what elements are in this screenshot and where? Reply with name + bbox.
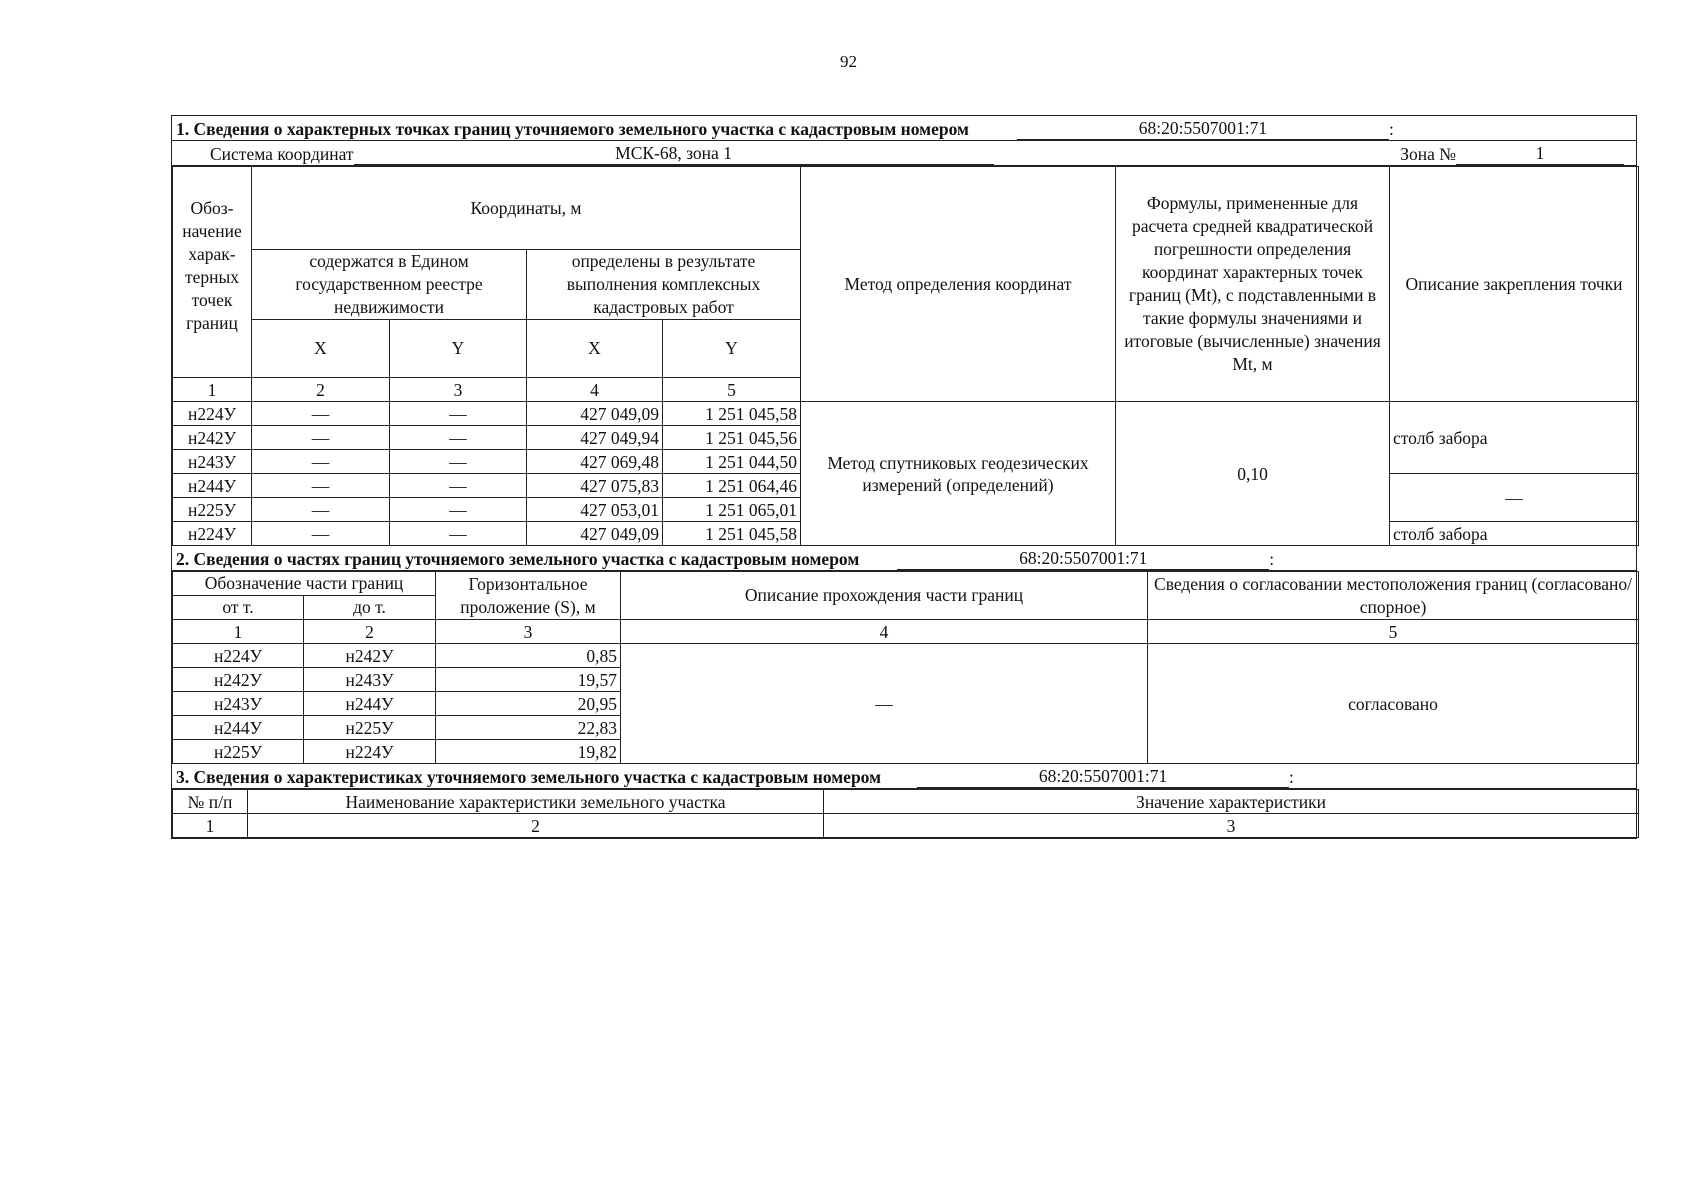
y-egrn: — [390,450,527,474]
header-num: № п/п [173,790,248,814]
col-number: 1 [173,620,304,644]
coord-system-label: Система координат [210,144,354,164]
col-number: 4 [621,620,1148,644]
page-number: 92 [840,52,857,71]
section2-cadastral-number: 68:20:5507001:71 [897,548,1269,570]
point-id: н243У [173,450,252,474]
horizontal-value: 0,85 [436,644,621,668]
description-value: — [621,644,1148,764]
header-description: Описание прохождения части границ [621,572,1148,620]
y-value: 1 251 045,58 [663,402,801,426]
x-value: 427 053,01 [527,498,663,522]
table-row [173,644,1639,668]
col-number: 1 [173,378,252,402]
section1-colon: : [1388,119,1394,139]
header-formulas: Формулы, примененные для расчета средней квадратической погрешности определения координат характерных точек границ (Mt), с подставленными в такие формулы значениями и итоговые (вычисленные) значения Mt, м [1116,167,1390,402]
col-number: 4 [527,378,663,402]
horizontal-value: 22,83 [436,716,621,740]
point-id: н224У [173,402,252,426]
header-name: Наименование характеристики земельного участка [248,790,824,814]
header-value: Значение характеристики [824,790,1639,814]
col-number: 3 [436,620,621,644]
x-value: 427 069,48 [527,450,663,474]
y-value: 1 251 065,01 [663,498,801,522]
point-id: н225У [173,498,252,522]
x-value: 427 049,09 [527,522,663,546]
horizontal-value: 20,95 [436,692,621,716]
section2-title-row [172,546,1636,571]
section1-title: 1. Сведения о характерных точках границ уточняемого земельного участка с кадастровым номером [176,119,969,139]
fixing-value: — [1390,474,1639,522]
col-number: 2 [304,620,436,644]
point-id: н244У [173,474,252,498]
header-to: до т. [304,596,436,620]
to-point: н244У [304,692,436,716]
coord-system-value: МСК-68, зона 1 [354,143,994,165]
y-egrn: — [390,402,527,426]
x-egrn: — [252,522,390,546]
header-x: X [527,320,663,378]
horizontal-value: 19,82 [436,740,621,764]
y-egrn: — [390,498,527,522]
header-fixing: Описание закрепления точки [1390,167,1639,402]
characteristics-table [172,789,1639,838]
y-value: 1 251 044,50 [663,450,801,474]
x-value: 427 049,09 [527,402,663,426]
to-point: н243У [304,668,436,692]
from-point: н244У [173,716,304,740]
section1-cadastral-number: 68:20:5507001:71 [1017,118,1389,140]
points-table [172,166,1639,546]
from-point: н225У [173,740,304,764]
col-number: 3 [824,814,1639,838]
header-x-egrn: X [252,320,390,378]
from-point: н242У [173,668,304,692]
header-y-egrn: Y [390,320,527,378]
col-number: 5 [1148,620,1639,644]
col-number: 1 [173,814,248,838]
coord-system-row [172,141,1636,166]
x-egrn: — [252,498,390,522]
y-egrn: — [390,522,527,546]
zone-value: 1 [1456,143,1624,165]
col-number: 3 [390,378,527,402]
header-horizontal: Горизонтальное проложение (S), м [436,572,621,620]
header-from: от т. [173,596,304,620]
header-agreement: Сведения о согласовании местоположения границ (согласовано/спорное) [1148,572,1639,620]
y-egrn: — [390,426,527,450]
section3-title: 3. Сведения о характеристиках уточняемого земельного участка с кадастровым номером [176,767,882,787]
section2-colon: : [1269,549,1275,569]
from-point: н243У [173,692,304,716]
mt-value: 0,10 [1116,402,1390,546]
fixing-value: столб забора [1390,402,1639,474]
header-part-designation: Обозначение части границ [173,572,436,596]
parts-table [172,571,1639,764]
x-value: 427 075,83 [527,474,663,498]
header-in-egrn: содержатся в Едином государственном реестре недвижимости [252,250,527,320]
x-egrn: — [252,474,390,498]
cadastral-form [171,115,1637,839]
section2-title: 2. Сведения о частях границ уточняемого земельного участка с кадастровым номером [176,549,860,569]
point-id: н242У [173,426,252,450]
horizontal-value: 19,57 [436,668,621,692]
y-egrn: — [390,474,527,498]
table-row [173,402,1639,426]
agreement-value: согласовано [1148,644,1639,764]
from-point: н224У [173,644,304,668]
col-number: 5 [663,378,801,402]
to-point: н225У [304,716,436,740]
point-id: н224У [173,522,252,546]
y-value: 1 251 045,56 [663,426,801,450]
header-y: Y [663,320,801,378]
x-egrn: — [252,450,390,474]
section3-cadastral-number: 68:20:5507001:71 [917,766,1289,788]
section1-title-row [172,116,1636,141]
y-value: 1 251 045,58 [663,522,801,546]
section3-title-row [172,764,1636,789]
x-egrn: — [252,426,390,450]
col-number: 2 [248,814,824,838]
zone-label: Зона № [1400,144,1456,164]
section3-colon: : [1289,767,1294,787]
header-method: Метод определения координат [801,167,1116,402]
fixing-value: столб забора [1390,522,1639,546]
x-egrn: — [252,402,390,426]
to-point: н242У [304,644,436,668]
method-value: Метод спутниковых геодезических измерений (определений) [801,402,1116,546]
x-value: 427 049,94 [527,426,663,450]
col-number: 2 [252,378,390,402]
header-determined: определены в результате выполнения комплексных кадастровых работ [527,250,801,320]
header-designation: Обоз-начение харак-терных точек границ [173,167,252,378]
header-coordinates: Координаты, м [252,167,801,250]
y-value: 1 251 064,46 [663,474,801,498]
to-point: н224У [304,740,436,764]
